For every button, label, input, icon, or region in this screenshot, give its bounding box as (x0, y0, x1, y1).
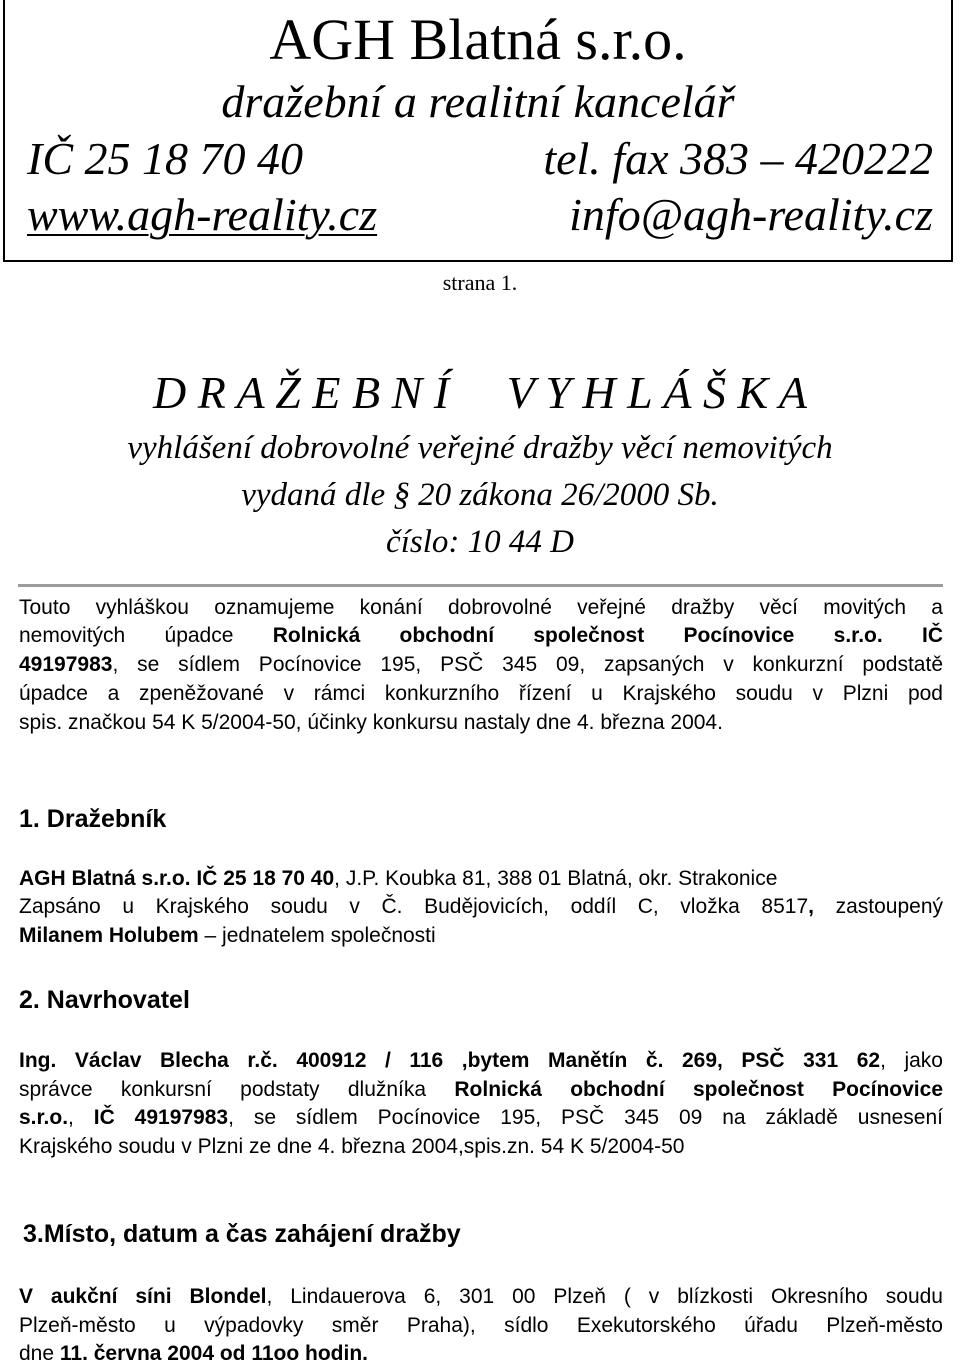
debtor-name: Rolnická obchodní společnost Pocínovice s.r.o. IČ (272, 624, 943, 647)
company-phone: tel. fax 383 – 420222 (543, 133, 933, 184)
proposer-line-1 (19, 1047, 943, 1075)
debtor-name: Rolnická obchodní společnost Pocínovice (454, 1078, 944, 1101)
proposer-text: , se sídlem Pocínovice 195, PSČ 345 09 na základě usnesení (228, 1106, 943, 1129)
auctioneer-line-1 (19, 865, 777, 893)
debtor-ic: IČ 49197983 (93, 1106, 229, 1129)
website-link[interactable]: www.agh-reality.cz (27, 189, 378, 240)
debtor-suffix: s.r.o. (19, 1106, 69, 1129)
proposer-text: , jako (880, 1049, 943, 1072)
intro-text: , se sídlem Pocínovice 195, PSČ 345 09, zapsaných v konkurzní podstatě (112, 653, 943, 676)
company-ic: IČ 25 18 70 40 (27, 133, 303, 184)
date-prefix: dne (19, 1342, 60, 1365)
intro-line-4: úpadce a zpeněžované v rámci konkurzního řízení u Krajského soudu v Plzni pod (19, 682, 943, 705)
page-number: strana 1. (442, 270, 518, 295)
legal-basis: vydaná dle § 20 zákona 26/2000 Sb. (241, 477, 719, 513)
auctioneer-line-2 (19, 893, 943, 921)
document-number: číslo: 10 44 D (386, 524, 574, 560)
proposer-line-4: Krajského soudu v Plzni ze dne 4. března 2004,spis.zn. 54 K 5/2004-50 (19, 1135, 685, 1158)
letterhead (3, 0, 953, 262)
debtor-ic: 49197983 (19, 653, 113, 676)
company-name: AGH Blatná s.r.o. (269, 7, 687, 72)
document-subtitle: vyhlášení dobrovolné veřejné dražby věcí nemovitých (127, 430, 833, 466)
proposer-text: správce konkursní podstaty dlužníka (19, 1078, 455, 1101)
intro-line-3 (19, 651, 943, 679)
auctioneer-line-3 (19, 922, 436, 950)
intro-line-5: spis. značkou 54 K 5/2004-50, účinky konkursu nastaly dne 4. března 2004. (19, 711, 723, 734)
intro-line-2 (19, 622, 943, 650)
proposer-line-2 (19, 1076, 943, 1104)
auctioneer-address: , J.P. Koubka 81, 388 01 Blatná, okr. Strakonice (334, 867, 778, 890)
document-title: D R A Ž E B N Í V Y H L Á Š K A (153, 367, 807, 418)
horizontal-divider (18, 584, 943, 587)
auctioneer-name: AGH Blatná s.r.o. IČ 25 18 70 40 (19, 867, 335, 890)
represented-by: zastoupený (814, 895, 944, 918)
email-address: info@agh-reality.cz (569, 189, 933, 240)
venue-name: V aukční síni Blondel (19, 1285, 267, 1308)
section-heading-proposer: 2. Navrhovatel (19, 986, 190, 1014)
comma: , (808, 895, 814, 918)
venue-address: , Lindauerova 6, 301 00 Plzeň ( v blízkosti Okresního soudu (266, 1285, 943, 1308)
venue-line-1 (19, 1283, 943, 1311)
proposer-name: Ing. Václav Blecha r.č. 400912 / 116 ,bytem Manětín č. 269, PSČ 331 62 (19, 1049, 881, 1072)
intro-line-1: Touto vyhláškou oznamujeme konání dobrovolné veřejné dražby věcí movitých a (19, 596, 943, 619)
representative-name: Milanem Holubem (19, 924, 199, 947)
representative-role: – jednatelem společnosti (198, 924, 436, 947)
comma: , (68, 1106, 94, 1129)
registration: Zapsáno u Krajského soudu v Č. Budějovicích, oddíl C, vložka 8517 (19, 895, 809, 918)
business-type: dražební a realitní kancelář (221, 76, 735, 127)
venue-line-3 (19, 1340, 368, 1368)
proposer-line-3 (19, 1104, 943, 1132)
venue-line-2: Plzeň-město u výpadovky směr Praha), sídlo Exekutorského úřadu Plzeň-město (19, 1314, 943, 1337)
intro-text: nemovitých úpadce (19, 624, 273, 647)
auction-datetime: 11. června 2004 od 11oo hodin. (59, 1342, 369, 1365)
section-heading-venue: 3.Místo, datum a čas zahájení dražby (23, 1220, 461, 1248)
section-heading-auctioneer: 1. Dražebník (19, 805, 167, 833)
